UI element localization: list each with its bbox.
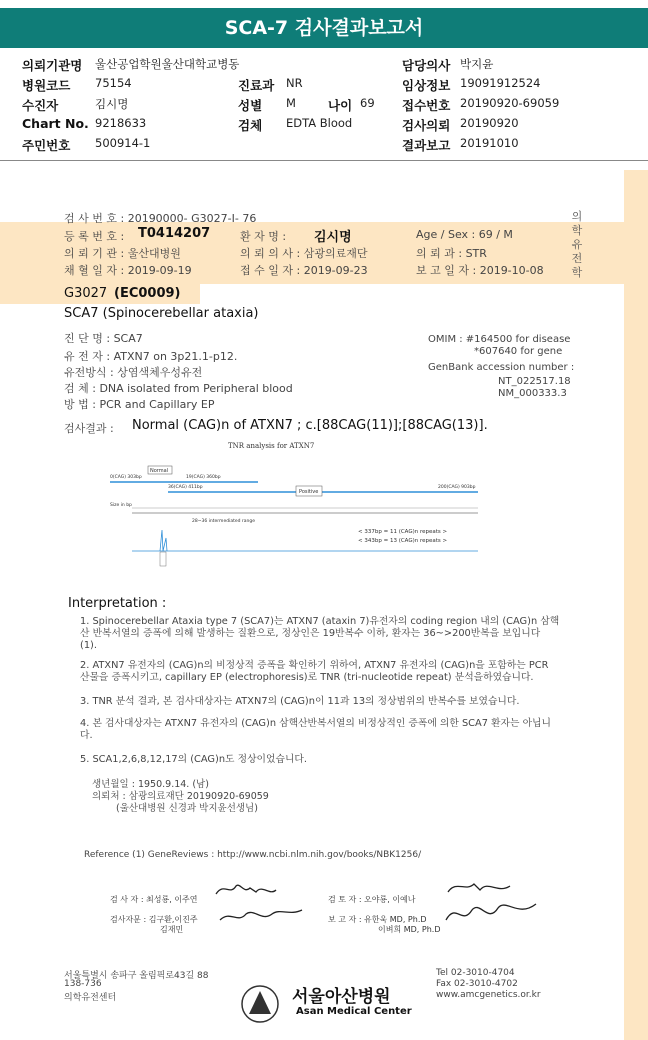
- report-date: 보 고 일 자 : 2019-10-08: [416, 264, 544, 277]
- graph-positive: Positive: [299, 489, 319, 495]
- age-value: 69: [360, 96, 375, 110]
- telephone: Tel 02-3010-4704: [436, 968, 515, 978]
- request-doctor: 의 뢰 의 사 : 삼광의료재단: [240, 247, 368, 260]
- header-value: 20191010: [460, 136, 519, 150]
- hospital-name-en: Asan Medical Center: [296, 1006, 412, 1017]
- patient-header: [0, 52, 648, 160]
- test-number: 검 사 번 호 : 20190000- G3027-I- 76: [64, 212, 257, 225]
- tnr-electropherogram: [108, 438, 488, 570]
- interpretation-2: 2. ATXN7 유전자의 (CAG)n의 비정상적 증폭을 확인하기 위하여, ATXN7 유전자의 (CAG)n을 포함하는 PCR 산물을 증폭시키고, capillary EP (electrophoresis)로 TNR (tri-nucleotide repeat) 분석을하였습니다.: [80, 660, 549, 683]
- website: www.amcgenetics.or.kr: [436, 990, 541, 1000]
- method: 방 법 : PCR and Capillary EP: [64, 398, 215, 411]
- header-label: 검사의뢰: [402, 118, 451, 133]
- requester: 의뢰처 : 삼광의료재단 20190920-69059: [92, 791, 269, 802]
- interpretation-5: 5. SCA1,2,6,8,12,17의 (CAG)n도 정상이었습니다.: [80, 754, 307, 765]
- graph-normal: Normal: [150, 468, 169, 474]
- reference: Reference (1) GeneReviews : http://www.ncbi.nlm.nih.gov/books/NBK1256/: [84, 850, 422, 860]
- header-value: 20190920: [460, 116, 519, 130]
- receive-date: 접 수 일 자 : 2019-09-23: [240, 264, 368, 277]
- omim-gene: *607640 for gene: [474, 346, 563, 357]
- genbank-label: GenBank accession number :: [428, 362, 575, 373]
- signature-image: [440, 874, 550, 934]
- fax: Fax 02-3010-4702: [436, 979, 518, 989]
- header-value: 19091912524: [460, 76, 541, 90]
- inheritance: 유전방식 : 상염색체우성유전: [64, 366, 203, 379]
- header-label: 담당의사: [402, 58, 451, 73]
- header-value: M: [286, 96, 296, 110]
- interpretation-1: 1. Spinocerebellar Ataxia type 7 (SCA7)는 ATXN7 (ataxin 7)유전자의 coding region 내의 (CAG)n 삼핵산 반복서열의 증폭에 의해 발생하는 질환으로, 정상인은 19반복수 이하, 환자는 36~>200반복을 보입니다 (1).: [80, 616, 560, 651]
- report-title: SCA-7 검사결과보고서: [0, 8, 648, 48]
- draw-date: 채 혈 일 자 : 2019-09-19: [64, 264, 192, 277]
- signature-image: [210, 874, 320, 934]
- advisor: 검사자문 : 김구환,이진주: [110, 915, 198, 924]
- graph-l0: 0(CAG) 303bp: [110, 475, 142, 480]
- header-value: 75154: [95, 76, 132, 90]
- age-sex: Age / Sex : 69 / M: [416, 228, 513, 241]
- header-value: NR: [286, 76, 303, 90]
- genbank-nm: NM_000333.3: [498, 388, 567, 399]
- graph-repeat-1: < 337bp = 11 (CAG)n repeats >: [358, 529, 448, 535]
- patient-label: 환 자 명 :: [240, 230, 287, 243]
- header-label: 결과보고: [402, 138, 451, 153]
- result-label: 검사결과 :: [64, 422, 114, 435]
- graph-repeat-2: < 343bp = 13 (CAG)n repeats >: [358, 538, 448, 544]
- test-code: G3027: [64, 286, 108, 301]
- test-code-secondary: (EC0009): [114, 286, 181, 301]
- graph-l36: 36(CAG) 411bp: [168, 485, 203, 490]
- examiner: 검 사 자 : 최성룡, 이주연: [110, 895, 198, 904]
- reg-number: T0414207: [138, 226, 211, 241]
- header-label: 병원코드: [22, 78, 71, 93]
- header-value: 울산공업학원울산대학교병동: [95, 57, 240, 71]
- header-label: 임상정보: [402, 78, 451, 93]
- address-2: 138-736: [64, 979, 102, 989]
- graph-l19: 19(CAG) 360bp: [186, 475, 221, 480]
- requester-detail: (울산대병원 신경과 박지윤선생님): [116, 803, 258, 814]
- graph-title: TNR analysis for ATXN7: [228, 442, 315, 450]
- address-3: 의학유전센터: [64, 993, 117, 1003]
- header-label: 접수번호: [402, 98, 451, 113]
- header-value: 9218633: [95, 116, 147, 130]
- test-name: SCA7 (Spinocerebellar ataxia): [64, 306, 259, 321]
- header-value: EDTA Blood: [286, 116, 353, 130]
- department-vertical-label: 의학유전학: [571, 210, 583, 279]
- hospital-name-ko: 서울아산병원: [292, 987, 391, 1007]
- header-value: 김시명: [95, 97, 129, 111]
- birth-date: 생년월일 : 1950.9.14. (남): [92, 779, 209, 790]
- reg-label: 등 록 번 호 :: [64, 230, 125, 243]
- header-label: 성별: [238, 98, 263, 113]
- graph-l200: 200(CAG) 903bp: [438, 485, 476, 490]
- header-label: Chart No.: [22, 116, 89, 131]
- header-value: 박지윤: [460, 57, 494, 71]
- diagnosis: 진 단 명 : SCA7: [64, 332, 143, 345]
- reporter-2: 이벼희 MD, Ph.D: [378, 925, 441, 934]
- gene: 유 전 자 : ATXN7 on 3p21.1-p12.: [64, 350, 238, 363]
- header-value: 500914-1: [95, 136, 151, 150]
- graph-size: Size in bp: [110, 503, 132, 508]
- interpretation-4: 4. 본 검사대상자는 ATXN7 유전자의 (CAG)n 삼핵산반복서열의 비정상적인 증폭에 의한 SCA7 환자는 아닙니다.: [80, 718, 551, 741]
- reporter: 보 고 자 : 유한욱 MD, Ph.D: [328, 915, 427, 924]
- reviewer: 검 토 자 : 오야룡, 이예나: [328, 895, 416, 904]
- highlight-strip: [624, 170, 648, 1040]
- header-divider: [0, 160, 648, 161]
- omim-disease: OMIM : #164500 for disease: [428, 334, 571, 345]
- asan-foundation-logo-icon: [240, 984, 280, 1024]
- interpretation-title: Interpretation :: [68, 596, 167, 611]
- header-label: 주민번호: [22, 138, 71, 153]
- result-value: Normal (CAG)n of ATXN7 ; c.[88CAG(11)];[88CAG(13)].: [132, 418, 488, 433]
- header-label: 의뢰기관명: [22, 58, 83, 73]
- scanned-report: [0, 170, 648, 1040]
- interpretation-3: 3. TNR 분석 결과, 본 검사대상자는 ATXN7의 (CAG)n이 11과 13의 정상범위의 반복수를 보였습니다.: [80, 696, 520, 707]
- advisor-2: 김재민: [160, 925, 184, 934]
- header-label: 진료과: [238, 78, 275, 93]
- genbank-nt: NT_022517.18: [498, 376, 571, 387]
- header-label: 검체: [238, 118, 263, 133]
- graph-range: 28~36 intermediated range: [192, 519, 255, 524]
- request-org: 의 뢰 기 관 : 울산대병원: [64, 247, 181, 260]
- specimen: 검 체 : DNA isolated from Peripheral blood: [64, 382, 293, 395]
- request-dept: 의 뢰 과 : STR: [416, 247, 487, 260]
- address-1: 서울특별시 송파구 올림픽로43길 88: [64, 971, 209, 981]
- header-value: 20190920-69059: [460, 96, 560, 110]
- patient-name: 김시명: [314, 230, 352, 245]
- header-label: 수진자: [22, 98, 59, 113]
- age-label: 나이: [328, 98, 353, 113]
